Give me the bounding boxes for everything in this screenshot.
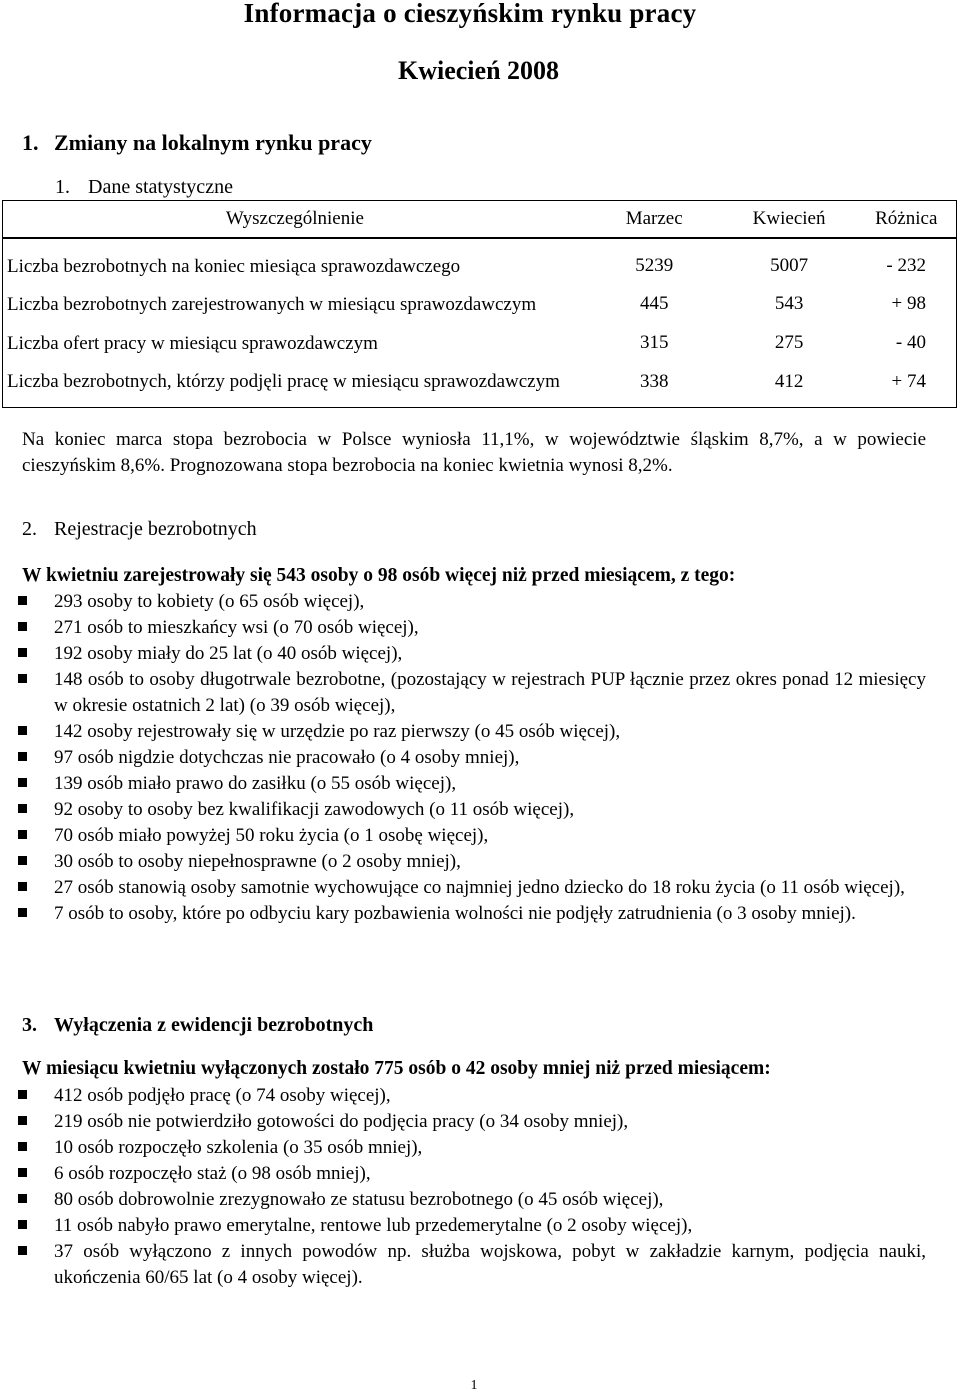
square-bullet-icon (18, 752, 27, 761)
square-bullet-icon (18, 1090, 27, 1099)
value-april: 543 (774, 293, 804, 314)
list-item (0, 641, 926, 667)
value-march: 338 (587, 357, 722, 407)
square-bullet-icon (18, 908, 27, 917)
column-header-difference: Różnica (857, 201, 957, 239)
table-row (3, 357, 957, 407)
section-1-title: Zmiany na lokalnym rynku pracy (54, 130, 372, 155)
list-item-text: 412 osób podjęło pracę (o 74 osoby więcej), (54, 1085, 391, 1106)
list-item-text: 7 osób to osoby, które po odbyciu kary pozbawienia wolności nie podjęły zatrudnienia (o 3 osoby mniej). (54, 903, 856, 924)
value-april: 412 (722, 357, 857, 407)
value-difference: - 40 (857, 329, 957, 357)
list-item (0, 589, 926, 615)
table-row (3, 329, 957, 357)
list-item-text: 271 osób to mieszkańcy wsi (o 70 osób więcej), (54, 617, 419, 638)
value-march: 315 (639, 332, 669, 353)
square-bullet-icon (18, 804, 27, 813)
subsection-1-heading (55, 176, 233, 199)
section-1-number: 1. (22, 130, 39, 155)
list-item-text: 37 osób wyłączono z innych powodów np. służba wojskowa, pobyt w zakładzie karnym, podjęcia nauki, ukończenia 60/65 lat (o 4 osoby więcej). (54, 1241, 926, 1288)
list-item-text: 80 osób dobrowolnie zrezygnowało ze statusu bezrobotnego (o 45 osób więcej), (54, 1189, 664, 1210)
column-header-march: Marzec (587, 201, 722, 239)
row-label: Liczba ofert pracy w miesiącu sprawozdawczym (3, 329, 587, 357)
section-3-title: Wyłączenia z ewidencji bezrobotnych (54, 1014, 374, 1036)
value-difference: - 232 (857, 253, 957, 279)
list-item-text: 27 osób stanowią osoby samotnie wychowujące co najmniej jedno dziecko do 18 roku życia (o 11 osób więcej), (54, 877, 905, 898)
table-row (3, 253, 957, 279)
square-bullet-icon (18, 674, 27, 683)
square-bullet-icon (18, 1194, 27, 1203)
square-bullet-icon (18, 830, 27, 839)
list-item-text: 148 osób to osoby długotrwale bezrobotne, (pozostający w rejestrach PUP łącznie przez okres ponad 12 miesięcy w okresie ostatnich 2 lat) (o 39 osób więcej), (54, 669, 926, 716)
section-1-heading (22, 130, 372, 156)
value-april: 275 (774, 332, 804, 353)
list-item-text: 6 osób rozpoczęło staż (o 98 osób mniej), (54, 1163, 371, 1184)
square-bullet-icon (18, 882, 27, 891)
value-difference: + 98 (857, 279, 957, 329)
square-bullet-icon (18, 648, 27, 657)
list-item (0, 667, 926, 719)
square-bullet-icon (18, 596, 27, 605)
square-bullet-icon (18, 1168, 27, 1177)
list-item (0, 1109, 926, 1135)
list-item-text: 219 osób nie potwierdziło gotowości do podjęcia pracy (o 34 osoby mniej), (54, 1111, 629, 1132)
list-item (0, 1083, 926, 1109)
list-item-text: 92 osoby to osoby bez kwalifikacji zawodowych (o 11 osób więcej), (54, 799, 575, 820)
report-month: Kwiecień 2008 (398, 56, 560, 85)
square-bullet-icon (18, 856, 27, 865)
square-bullet-icon (18, 726, 27, 735)
list-item (0, 1161, 926, 1187)
section-3-lead: W miesiącu kwietniu wyłączonych zostało 775 osób o 42 osoby mniej niż przed miesiącem: (22, 1058, 771, 1079)
list-item (0, 849, 926, 875)
row-label: Liczba bezrobotnych, którzy podjęli pracę w miesiącu sprawozdawczym (3, 357, 587, 407)
list-item (0, 875, 926, 901)
list-item (0, 1239, 926, 1291)
value-difference: + 74 (857, 357, 957, 407)
list-item (0, 615, 926, 641)
list-item (0, 719, 926, 745)
square-bullet-icon (18, 1246, 27, 1255)
list-item (0, 1187, 926, 1213)
list-item (0, 771, 926, 797)
deregistrations-list (0, 1083, 926, 1291)
value-march: 5239 (635, 255, 674, 276)
list-item-text: 97 osób nigdzie dotychczas nie pracowało (o 4 osoby mniej), (54, 747, 520, 768)
list-item-text: 70 osób miało powyżej 50 roku życia (o 1 osobę więcej), (54, 825, 489, 846)
document-title: Informacja o cieszyńskim rynku pracy (243, 0, 697, 28)
section-2-title: Rejestracje bezrobotnych (54, 518, 257, 540)
section-2-heading (22, 518, 257, 541)
statistics-table (2, 200, 957, 408)
square-bullet-icon (18, 1220, 27, 1229)
list-item-text: 30 osób to osoby niepełnosprawne (o 2 osoby mniej), (54, 851, 461, 872)
row-label: Liczba bezrobotnych zarejestrowanych w miesiącu sprawozdawczym (3, 279, 587, 329)
list-item (0, 823, 926, 849)
list-item (0, 901, 926, 927)
table-row (3, 279, 957, 329)
column-header-april: Kwiecień (722, 201, 857, 239)
page-number: 1 (470, 1378, 478, 1393)
list-item (0, 745, 926, 771)
list-item-text: 10 osób rozpoczęło szkolenia (o 35 osób mniej), (54, 1137, 423, 1158)
section-3-heading (22, 1014, 373, 1037)
list-item-text: 293 osoby to kobiety (o 65 osób więcej), (54, 591, 365, 612)
section-2-number: 2. (22, 518, 37, 540)
column-header-item: Wyszczególnienie (3, 201, 587, 239)
list-item (0, 1135, 926, 1161)
list-item-text: 192 osoby miały do 25 lat (o 40 osób więcej), (54, 643, 403, 664)
list-item-text: 11 osób nabyło prawo emerytalne, rentowe lub przedemerytalne (o 2 osoby więcej), (54, 1215, 693, 1236)
subsection-1-number: 1. (55, 176, 70, 198)
list-item-text: 139 osób miało prawo do zasiłku (o 55 osób więcej), (54, 773, 457, 794)
square-bullet-icon (18, 622, 27, 631)
list-item (0, 797, 926, 823)
list-item (0, 1213, 926, 1239)
registrations-list (0, 589, 926, 927)
section-2-lead: W kwietniu zarejestrowały się 543 osoby o 98 osób więcej niż przed miesiącem, z tego: (22, 565, 736, 586)
subsection-1-title: Dane statystyczne (88, 176, 233, 198)
square-bullet-icon (18, 778, 27, 787)
value-april: 5007 (770, 255, 809, 276)
unemployment-rate-paragraph: Na koniec marca stopa bezrobocia w Polsce wyniosła 11,1%, w województwie śląskim 8,7%, a w powiecie cieszyńskim 8,6%. Prognozowana stopa bezrobocia na koniec kwietnia wynosi 8,2%. (22, 429, 926, 476)
section-3-number: 3. (22, 1014, 37, 1036)
row-label: Liczba bezrobotnych na koniec miesiąca sprawozdawczego (3, 253, 587, 279)
list-item-text: 142 osoby rejestrowały się w urzędzie po raz pierwszy (o 45 osób więcej), (54, 721, 621, 742)
square-bullet-icon (18, 1116, 27, 1125)
value-march: 445 (639, 293, 669, 314)
square-bullet-icon (18, 1142, 27, 1151)
